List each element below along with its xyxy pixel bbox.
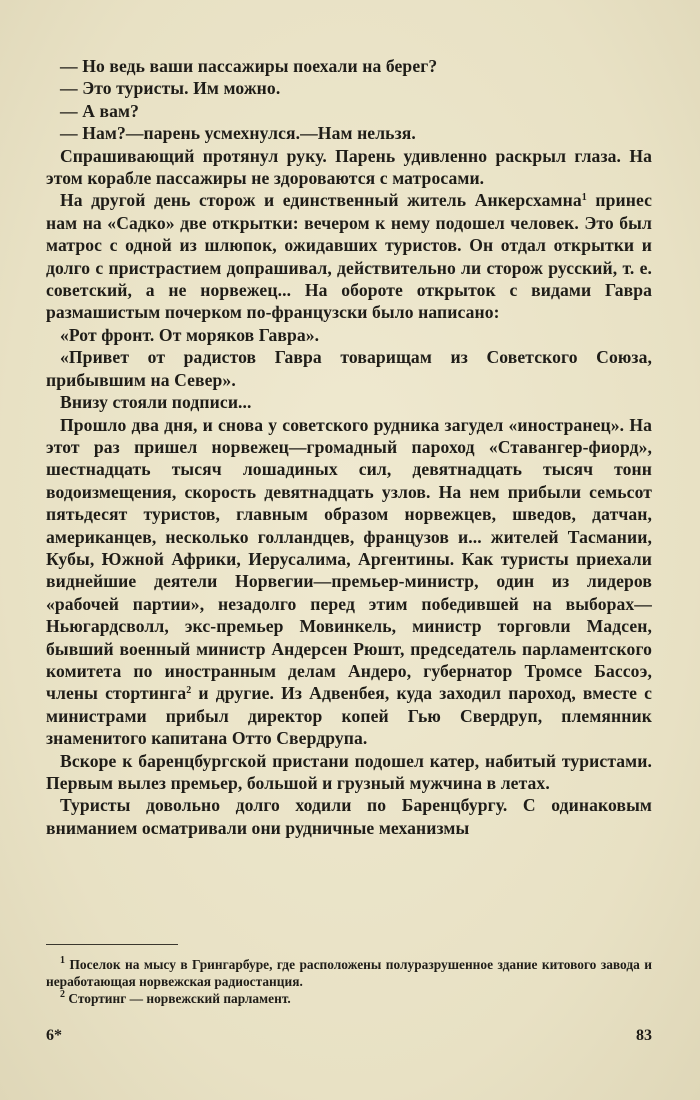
paragraph-text: и другие. Из Адвенбея, куда заходил пароход, вместе с министрами прибыл директор копей Гью Свердруп, племянник знаменитого капитана Отто Свердрупа. <box>46 683 652 749</box>
dialogue-line: — Нам?—парень усмехнулся.—Нам нельзя. <box>60 123 416 144</box>
footnote-ref: 1 <box>581 192 587 204</box>
paragraph: Внизу стояли подписи... <box>60 392 252 413</box>
paragraph <box>46 189 652 323</box>
quote-line: «Привет от радистов Гавра товарищам из Советского Союза, прибывшим на Север». <box>46 347 652 390</box>
dialogue-line: — Это туристы. Им можно. <box>60 78 281 99</box>
footnote-mark: 2 <box>60 989 65 1000</box>
footnote <box>46 956 652 990</box>
paragraph: Спрашивающий протянул руку. Парень удивленно раскрыл глаза. На этом корабле пассажиры не здороваются с матросами. <box>46 145 652 189</box>
page-number: 83 <box>636 1027 652 1044</box>
footnote-ref: 2 <box>186 685 192 697</box>
paragraph-text: На другой день сторож и единственный житель Анкерсхамна <box>60 190 582 211</box>
footnotes <box>46 956 652 1007</box>
quote-line: «Рот фронт. От моряков Гавра». <box>60 324 320 345</box>
footnote-mark: 1 <box>60 955 65 966</box>
dialogue-line: — А вам? <box>60 100 139 121</box>
paragraph-text: принес нам на «Садко» две открытки: вечером к нему подошел человек. Это был матрос с одной из шлюпок, ожидавших туристов. Он отдал открытки и долго с пристрастием допрашивал, действительно ли сторож русский, т. е. советский, а не норвежец... На обороте открыток с видами Гавра размашистым почерком по-французски было написано: <box>46 190 652 323</box>
paragraph <box>46 414 652 750</box>
paragraph-text: Прошло два дня, и снова у советского рудника загудел «иностранец». На этот раз пришел норвежец—громадный пароход «Ставангер-фиорд», шестнадцать тысяч лошадиных сил, девятнадцать тысяч тонн водоизмещения, скорость девятнадцать узлов. На нем прибыли семьсот пятьдесят туристов, главным образом норвежцев, шведов, датчан, американцев, несколько голландцев, французов и... жителей Тасмании, Кубы, Южной Африки, Иерусалима, Аргентины. Как туристы приехали виднейшие деятели Норвегии—премьер-министр, один из лидеров «рабочей партии», незадолго перед этим победившей на выборах—Ньюгардсволл, экс-премьер Мовинкель, министр торговли Мадсен, бывший военный министр Андерсен Рюшт, председатель парламентского комитета по иностранным делам Андеро, губернатор Тромсе Бассоэ, члены стортинга <box>46 414 652 704</box>
footnote-text: Поселок на мысу в Грингарбуре, где расположены полуразрушенное здание китового завода и неработающая норвежская радиостанция. <box>46 957 652 989</box>
main-text <box>46 55 652 839</box>
footnote-divider <box>46 944 178 945</box>
paragraph: Туристы довольно долго ходили по Баренцбургу. С одинаковым вниманием осматривали они рудничные механизмы <box>46 795 652 838</box>
footnote <box>46 990 652 1007</box>
footnote-text: Стортинг — норвежский парламент. <box>65 991 291 1006</box>
signature-mark: 6* <box>46 1027 62 1044</box>
paragraph: Вскоре к баренцбургской пристани подошел катер, набитый туристами. Первым вылез премьер, большой и грузный мужчина в летах. <box>46 750 652 793</box>
dialogue-line: — Но ведь ваши пассажиры поехали на берег? <box>60 56 438 76</box>
